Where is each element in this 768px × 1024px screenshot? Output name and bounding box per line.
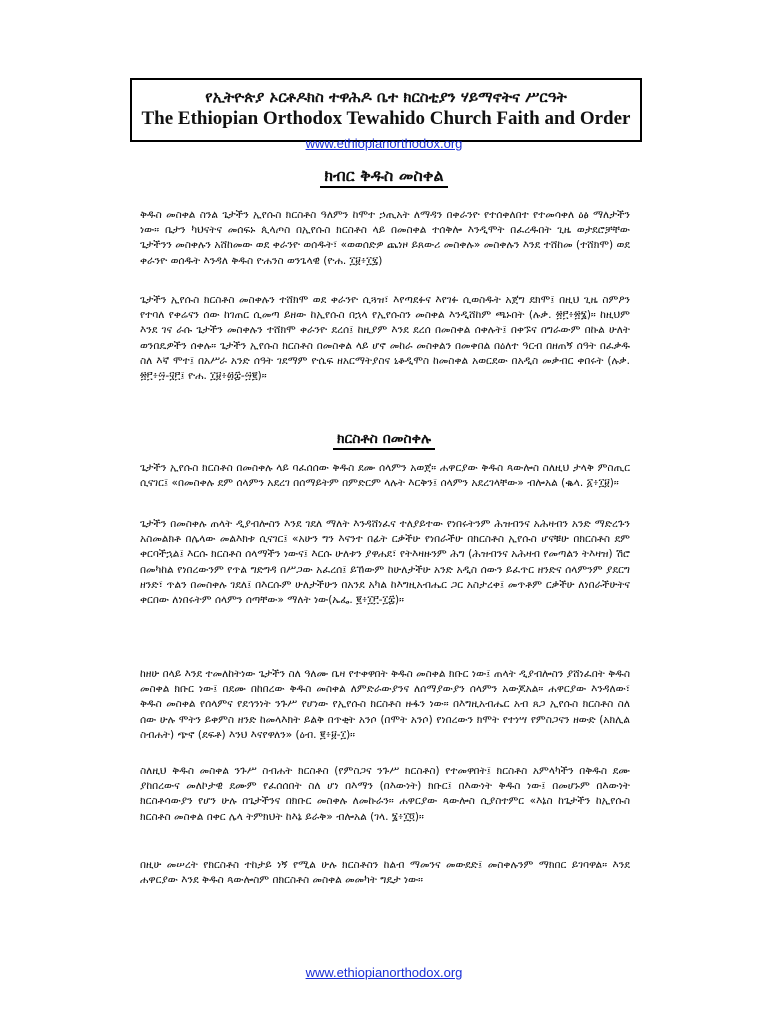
website-link-bottom[interactable]: www.ethiopianorthodox.org <box>305 965 463 980</box>
main-title <box>0 166 768 186</box>
paragraph-5: ከዘሁ በላይ እንደ ተመለከትነው ጌታችን ስለ ዓለሙ ቤዛ የተቀዋበት ቅዱስ መስቀል ክቡር ነው፤ ጠላት ዲያብሎስን ያሸነፈበት ቅዱስ መስቀል ክቡር ነው፤ በደሙ በከበረው ቅዱስ መስቀል ለምድራውያንና ለሰማያውያን ሰላምን አውጆአል። ሐዋርያው እንዳለው፣ ቅዱስ መስቀል የሰላምና የደኅንነት ንጉሥ የሆነው የኢየሱስ ክርስቶስ ዙፋን ነው። በእግዚአብሔር አብ ጸጋ ኢየሱስ ክርስቶስ ስለ ሰው ሁሉ ሞትን ይቀምስ ዘንድ ከመላእክት ይልቅ በጥቂት አንሶ (በሞት አንሶ) የነበረውን ክሞት የተነሣ የምስጋናን ዘውድ (አክሊል ስብሐት) ጭኖ (ደፍቶ) እንህ እናየዋለን» (ዕብ. ፪፥፱-፲)። <box>140 668 630 741</box>
main-title-text: ክብር ቅዱስ መስቀል <box>320 166 447 188</box>
paragraph-1: ቅዱስ መስቀል ስንል ጌታችን ኢየሱስ ክርስቶስ ዓለምን ከሞተ ኃጢአት ለማዳን በቀራንዮ የተሰቀለበተ የተመሳቀለ ዕፅ ማለታችን ነው። ቤታን ካህናትና መሰፍኑ ጲላጦስ በኢየሱስ ክርስቶስ ላይ በመስቀል ተሰቅሎ እንዲሞት በፈረዱበት ጊዜ ወታደሮቻቸው ጌታችንን መስቀሉን አሸከመው ወደ ቀራንዮ ወሰዱት፣ «ወወሰድዎ ጨነዞ ይጸውሪ መስቀሉ» መስቀሉን እንደ ተሸከመ (ተሸክሞ) ወደ ቀራንዮ ወሰዱት እንዳለ ቅዱስ ዮሐንስ ወንጌላዊ (ዮሐ. ፲፱፥፲፯) <box>140 209 630 267</box>
paragraph-6: ስለዚህ ቅዱስ መስቀል ንጉሥ ስብሐት ክርስቶስ (የምስጋና ንጉሥ ክርስቶስ) የተመዋበት፤ ክርስቶስ አምላካችን በቅዱስ ደሙ ያከበረውና መለኮታዊ ደሙም የፈሰሰበት ስለ ሆነ በእማን (በእውነት) ክቡር፤ በእውነት ቅዱስ ነው፤ በመሆኑም በእውነት ክርስቶሳውያን የሆን ሁሉ በጌታችንና በክቡር መስቀሉ ለመኩራን። ሐዋርያው ጳውሎስ ሲያስተምር «እኔስ ከጌታችን ከኢየሱስ ክርስቶስ መስቀል በቀር ሌላ ትምክህት ከእኔ ይራቅ» ብሎአል (ገላ. ፮፥፲፬)። <box>140 765 630 823</box>
header-title-amharic: የኢትዮጵያ ኦርቶዶክስ ተዋሕዶ ቤተ ክርስቲያን ሃይማኖትና ሥርዓት <box>205 88 567 106</box>
header-title-english: The Ethiopian Orthodox Tewahido Church Faith and Order <box>141 108 631 129</box>
website-link-top[interactable]: www.ethiopianorthodox.org <box>305 136 463 151</box>
section-title <box>0 431 768 447</box>
paragraph-3: ጌታችን ኢየሱስ ክርስቶስ በመስቀሉ ላይ ባፈሰሰው ቅዱስ ደሙ ሰላምን አወጀ። ሐዋርያው ቅዱስ ጳውሎስ ስለዚህ ታላቅ ምስጢር ሲናገር፤ «በመስቀሉ ደም ሰላምን አደረገ በሰማይትም በምድርም ላሉት እርቅን፤ ሰላምን አደረገላቸው» ብሎአል (ቈላ. ፩፥፲፱)። <box>140 462 630 490</box>
header-box <box>130 78 642 142</box>
paragraph-4: ጌታችን በመስቀሉ ጠላት ዲያብሎስን እንደ ገደለ ማለት እንዳሸነፈና ተለያይተው የነበሩትንም ሕዝብንና አሕዛብን አንድ ማድረጉን አስመልክቶ በሌላው መልእክቱ ሲናገር፤ «አሁን ግን እናንተ በፊት ርቃችሁ የነበራችሁ በክርስቶስ ኢየሱስ ሆናቹሁ በክርስቶስ ደም ቀርባችኋል፤ እርሱ ክርስቶስ ሰላማችን ነውና፤ እርሱ ሁለቱን ያዋሐደ፣ የትእዛዙንም ሕግ (ሕዝብንና አሕዛብ የመጣልን ትእዛዝ) ሽሮ በመካከል የነበረውንም የጥል ግድግዳ በሥጋው አፈረሰ፤ ይኸውም ከሁለታችሁ አንድ አዲስ ሰውን ይፈጥር ዘንድና ሰላምንም ያደርግ ዘንድ፣ ጥልን በመስቀሉ ገደለ፤ በእርሱም ሁለታችሁን በአንደ አካል ከእግዚአብሔር ጋር አስታረቀ፤ መጥቶም ርቃችሁ ለነበራችሁትና ቀርበው ለነበሩትም ሰላምን ሰጣቸው» ማለት ነው(ኤፌ. ፪፥፲፫-፲፰)። <box>140 518 630 607</box>
paragraph-7: በዚሁ መሠረት የክርስቶስ ተከታይ ነኝ የሚል ሁሉ ክርስቶስን ከልብ ማመንና መውደድ፤ መስቀሉንም ማክበር ይገባዋል። እንደ ሐዋርያው እንደ ቅዱስ ጳውሎስም በክርስቶስ መስቀል መመካት ግዴታ ነው። <box>140 859 630 887</box>
paragraph-2: ጌታችን ኢየሱስ ክርስቶስ መስቀሉን ተሸክሞ ወደ ቀራንዮ ሲጓዝ፣ እየጣደፉና እየገፉ ሲወስዱት አጀግ ደክሞ፤ በዚህ ጊዜ ስምዖን የተባለ የቀሬናን ሰው ከገጠር ሲመጣ ይዘው ከኢየሱስ በኋላ የኢየሱስን መስቀል እንዲሸከም ጫኑበት (ሉቃ. ፳፫፥፳፮)። ከዚህም እንደ ገና ራሱ ጌታችን መስቀሉን ተሸክሞ ቀራንዮ ደረሰ፤ ከዚያም እንደ ደረሰ በመስቀል ሰቀሉት፤ በቀኙና በግራውም በኩል ሁለት ወንበዴዎችን ሰቀሉ። ጌታችን ኢየሱስ ክርስቶስ በመስቀል ላይ ሆኖ መከራ መስቀልን በመቀበል በዕለተ ዓርብ በዘጠኝ ሰዓት በፈቃዱ ስለ እኛ ሞተ፤ በአሥራ አንድ ሰዓት ገደማም ዮሴፍ ዘአርማትያስና ኒቆዲሞስ ከመስቀል አወርደው በአዲስ መቃብር ቀበሩት (ሉቃ. ፳፫፥፵-፶፫፤ ዮሐ. ፲፱፥፴፰-፵፪)። <box>140 294 630 383</box>
section-title-text: ክርስቶስ በመስቀሉ <box>333 431 435 450</box>
